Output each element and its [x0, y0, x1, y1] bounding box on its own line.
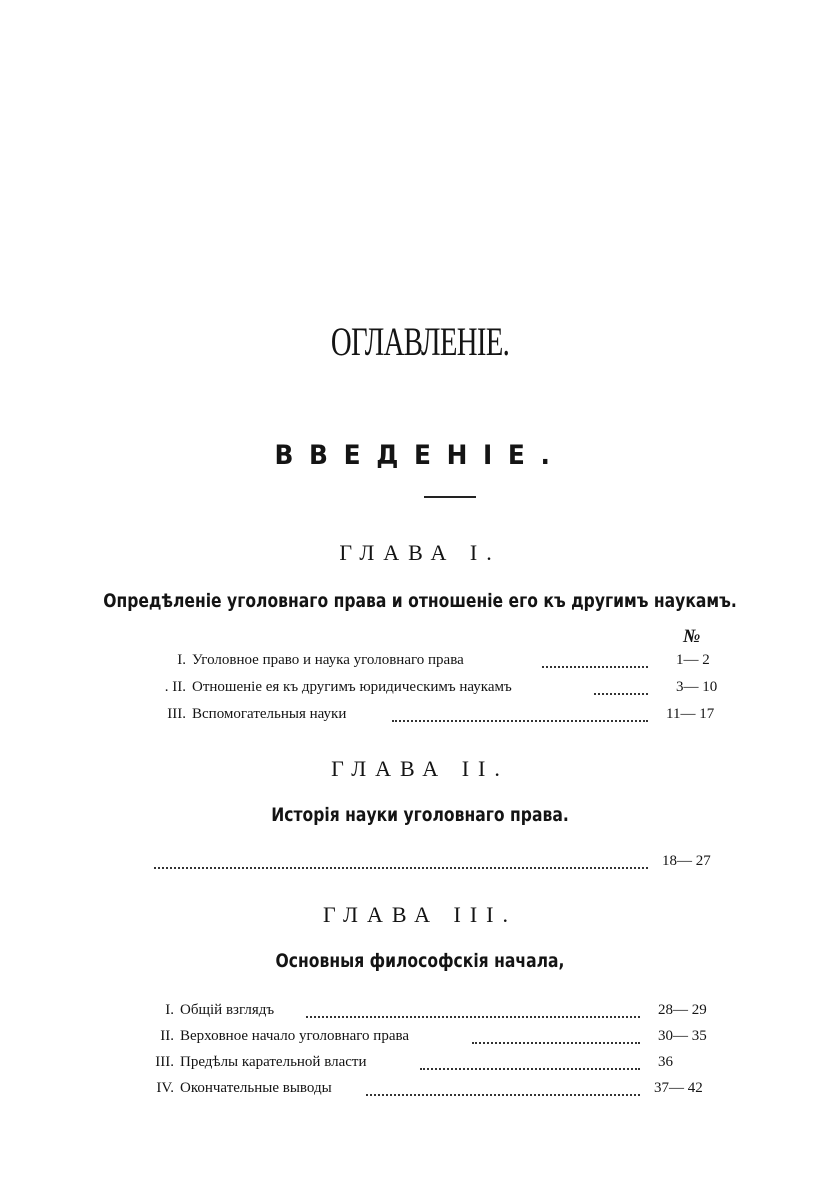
entry-pages: 3— 10	[676, 679, 718, 695]
entry-text: Уголовное право и наука уголовнаго права	[192, 652, 464, 668]
entry-number: III.	[167, 706, 186, 722]
entry-number: I.	[165, 1002, 174, 1018]
entry-text: Предѣлы карательной власти	[180, 1054, 367, 1070]
dot-leader	[154, 853, 648, 869]
entry-number: IV.	[156, 1080, 174, 1096]
chapter-2-subtitle: Исторія науки уголовнаго права.	[271, 804, 569, 826]
toc-entry	[142, 853, 722, 875]
toc-entry	[130, 1054, 720, 1076]
entry-pages: 36	[658, 1054, 673, 1070]
entry-text: Отношеніе ея къ другимъ юридическимъ наукамъ	[192, 679, 512, 695]
entry-pages: 1— 2	[676, 652, 710, 668]
dot-leader	[366, 1080, 640, 1096]
toc-entry	[142, 652, 722, 674]
entry-number: III.	[155, 1054, 174, 1070]
entry-text: Общій взглядъ	[180, 1002, 275, 1018]
dot-leader	[542, 652, 648, 668]
entry-pages: 37— 42	[654, 1080, 703, 1096]
entry-text: Верховное начало уголовнаго права	[180, 1028, 410, 1044]
chapter-1-subtitle: Опредѣленіе уголовнаго права и отношеніе его къ другимъ наукамъ.	[103, 590, 737, 612]
toc-entry	[130, 1002, 720, 1024]
chapter-1-heading: ГЛАВА І.	[339, 540, 501, 565]
dot-leader	[306, 1002, 640, 1018]
chapter-3-heading: ГЛАВА III.	[322, 902, 518, 927]
entry-pages: 30— 35	[658, 1028, 707, 1044]
entry-pages: 18— 27	[662, 853, 711, 869]
entry-pages: 28— 29	[658, 1002, 707, 1018]
chapter-2-heading: ГЛАВА II.	[331, 756, 509, 781]
chapter-3-subtitle: Основныя философскія начала,	[275, 950, 565, 972]
toc-entry	[130, 1080, 720, 1102]
divider	[424, 496, 476, 498]
toc-entry	[130, 1028, 720, 1050]
entry-pages: 11— 17	[666, 706, 715, 722]
dot-leader	[420, 1054, 640, 1070]
entry-number: II.	[160, 1028, 174, 1044]
numero-label: №	[683, 626, 701, 647]
entry-number: . II.	[164, 679, 186, 695]
entry-text: Окончательные выводы	[180, 1080, 332, 1096]
section-title: ВВЕДЕНІЕ.	[274, 440, 566, 471]
page-title: ОГЛАВЛЕНІЕ.	[330, 319, 510, 364]
entry-number: I.	[177, 652, 186, 668]
entry-text: Вспомогательныя науки	[192, 706, 347, 722]
dot-leader	[472, 1028, 640, 1044]
toc-entry	[142, 706, 722, 728]
toc-entry	[142, 679, 722, 701]
dot-leader	[594, 679, 648, 695]
dot-leader	[392, 706, 648, 722]
